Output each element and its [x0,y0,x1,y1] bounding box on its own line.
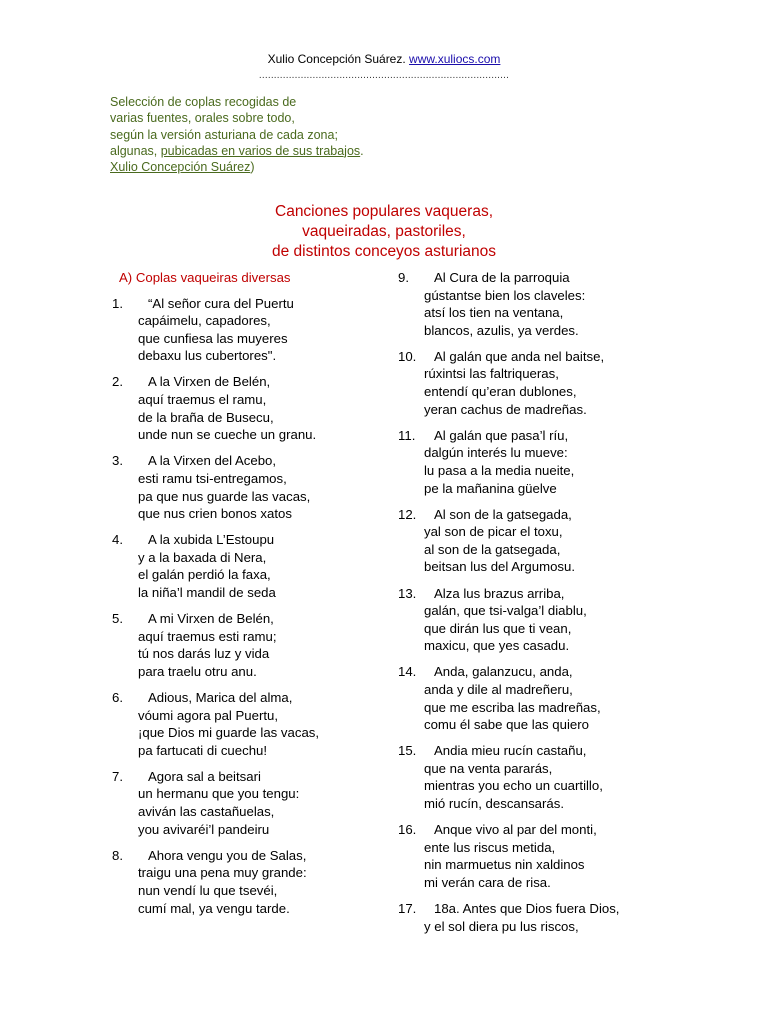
stanza-number: 10. [398,348,417,364]
stanza [112,295,372,365]
intro-line: Selección de coplas recogidas de [110,95,297,109]
left-column [112,269,372,926]
verse-line: yal son de picar el toxu, [424,524,563,540]
stanza-number: 13. [398,585,417,601]
verse-line: que dirán lus que ti vean, [424,620,572,636]
intro-line [110,143,440,159]
verse-line: dalgún interés lu mueve: [424,445,568,461]
verse-line: aviván las castañuelas, [138,804,275,820]
stanza [398,585,658,655]
stanza-number: 1. [112,295,123,311]
verse-line: Al galán que pasa’l ríu, [434,427,569,443]
stanza [112,768,372,838]
verse-line: yeran cachus de madreñas. [424,401,587,417]
stanza-number: 6. [112,689,123,705]
intro-text: ) [250,160,255,175]
verse-line: Anque vivo al par del monti, [434,822,597,838]
verse-line: vóumi agora pal Puertu, [138,707,279,723]
verse-line: A la Virxen del Acebo, [148,453,277,469]
verse-line: aquí traemus esti ramu; [138,628,277,644]
stanza-number: 9. [398,270,409,285]
verse-line: que me escriba las madreñas, [424,699,601,715]
verse-line: Al son de la gatsegada, [434,506,572,522]
document-title [0,202,768,262]
verse-line: de la braña de Busecu, [138,409,274,425]
verse-line: ¡que Dios mi guarde las vacas, [138,725,320,741]
verse-line: unde nun se cueche un granu. [138,427,317,443]
verse-line: para traelu otru anu. [138,663,257,679]
stanza [398,821,658,891]
verse-line: blancos, azulis, ya verdes. [424,322,579,338]
verse-line: A la xubida L’Estoupu [148,532,275,548]
verse-line: pa fartucati di cuechu! [138,742,268,758]
verse-line: pe la mañanina güelve [424,480,557,496]
verse-line: Andia mieu rucín castañu, [434,743,587,759]
verse-line: gústantse bien los claveles: [424,287,586,303]
website-link[interactable]: www.xuliocs.com [409,52,501,66]
verse-line: lu pasa a la media nueite, [424,462,575,478]
verse-line: mió rucín, descansarás. [424,796,564,812]
intro-note [110,94,440,175]
stanza-number: 16. [398,822,417,838]
verse-line: Alza lus brazus arriba, [434,585,565,601]
verse-line: Ahora vengu you de Salas, [148,847,307,863]
verse-line: la niña’l mandil de seda [138,585,276,600]
title-line: vaqueiradas, pastoriles, [302,223,466,240]
verse-line: al son de la gatsegada, [424,541,561,557]
stanza-number: 14. [398,664,417,680]
verse-line: rúxintsi las faltriqueras, [424,366,559,382]
verse-line: nun vendí lu que tsevéi, [138,882,278,898]
verse-line: ente lus riscus metida, [424,839,556,855]
stanza-number: 2. [112,374,123,390]
stanza-number: 15. [398,743,417,759]
verse-line: “Al señor cura del Puertu [148,295,294,311]
verse-line: maxicu, que yes casadu. [424,638,570,654]
stanza [112,452,372,522]
intro-line: varias fuentes, orales sobre todo, [110,111,295,126]
stanza-number: 11. [398,427,416,443]
stanza-number: 5. [112,611,123,627]
verse-line: traigu una pena muy grande: [138,865,307,881]
verse-line: mi verán cara de risa. [424,874,551,890]
verse-line: A la Virxen de Belén, [148,374,271,390]
verse-line: aquí traemus el ramu, [138,392,267,408]
title-line: Canciones populares vaqueras, [275,203,493,220]
stanza [112,610,372,680]
stanza-number: 8. [112,847,123,863]
stanza [398,506,658,576]
stanza [112,373,372,443]
verse-line: que cunfiesa las muyeres [138,330,288,346]
verse-line: que na venta pararás, [424,760,553,776]
verse-line: debaxu lus cubertores". [138,348,277,364]
section-heading: A) Coplas vaqueiras diversas [119,270,291,285]
page-header [0,51,768,67]
stanza [398,900,658,935]
stanza [398,348,658,418]
verse-line: que nus crien bonos xatos [138,506,292,522]
stanza [112,531,372,601]
stanza [398,427,658,497]
verse-line: comu él sabe que las quiero [424,717,589,733]
title-line: de distintos conceyos asturianos [271,243,497,260]
verse-line: y el sol diera pu lus riscos, [424,918,579,934]
publications-link[interactable]: pubicadas en varios de sus trabajos [160,143,361,158]
verse-line: el galán perdió la faxa, [138,567,271,583]
verse-line: atsí los tien na ventana, [424,305,564,321]
verse-line: Anda, galanzucu, anda, [434,664,573,680]
verse-line: un hermanu que you tengu: [138,786,300,802]
verse-line: Agora sal a beitsari [148,768,261,784]
dotted-separator: .................................................................................... [258,70,510,81]
stanza [398,663,658,733]
stanza [112,847,372,917]
verse-line: nin marmuetus nin xaldinos [424,857,585,873]
intro-line [110,159,440,175]
verse-line: capáimelu, capadores, [138,313,271,329]
verse-line: mientras you echo un cuartillo, [424,778,603,794]
verse-line: esti ramu tsi-entregamos, [138,470,287,486]
author-name: Xulio Concepción Suárez. [267,52,410,66]
verse-line: Al Cura de la parroquia [434,270,570,285]
author-link[interactable]: Xulio Concepción Suárez [110,160,251,175]
verse-line: beitsan lus del Argumosu. [424,559,576,575]
stanza [112,689,372,759]
verse-line: you avivaréi’l pandeiru [138,821,270,837]
verse-line: galán, que tsi-valga’l diablu, [424,603,587,619]
verse-line: Adious, Marica del alma, [148,689,293,705]
intro-text: algunas, [110,143,161,158]
stanza [398,269,658,339]
verse-line: anda y dile al madreñeru, [424,681,573,697]
right-column [398,269,658,944]
verse-line: tú nos darás luz y vida [138,646,270,662]
stanza-number: 3. [112,453,123,469]
stanza [398,742,658,812]
stanza-number: 17. [398,901,417,916]
stanza-number: 4. [112,532,123,548]
verse-line: pa que nus guarde las vacas, [138,488,311,504]
verse-line: y a la baxada di Nera, [138,549,267,565]
verse-line: cumí mal, ya vengu tarde. [138,900,290,916]
stanza-number: 7. [112,768,123,784]
verse-line: 18a. Antes que Dios fuera Dios, [434,901,620,916]
intro-line: según la versión asturiana de cada zona; [110,127,338,142]
verse-line: A mi Virxen de Belén, [148,611,274,627]
verse-line: entendí qu’eran dublones, [424,384,577,400]
verse-line: Al galán que anda nel baitse, [434,348,605,364]
stanza-number: 12. [398,506,417,522]
intro-text: . [360,143,364,158]
